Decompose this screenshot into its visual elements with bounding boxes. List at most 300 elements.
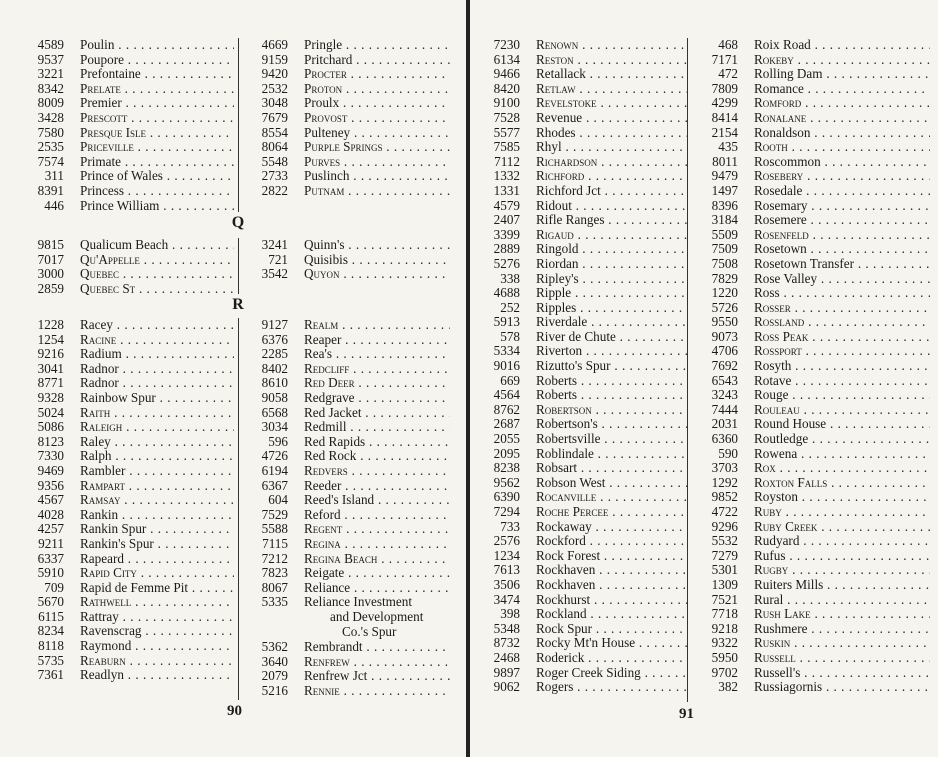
station-number: 5588 [261,521,288,537]
index-entry [698,534,930,549]
index-entry [22,581,234,596]
index-entry [478,330,688,345]
station-name-text: Putnam [304,183,345,198]
station-name-text: Rugby [754,563,789,578]
index-entry [240,479,450,494]
station-name [304,406,450,421]
station-name-text: Prescott [80,110,128,125]
station-number: 8064 [261,139,288,155]
index-entry [478,490,688,505]
station-name [304,238,450,253]
station-name [754,622,930,637]
index-entry [478,593,688,608]
index-entry [698,490,930,505]
station-name-text: Russiagornis [754,680,823,695]
station-number: 721 [268,251,288,267]
station-number: 9466 [493,66,520,82]
station-number: 6115 [38,608,64,624]
station-number: 5913 [493,314,520,330]
station-number: 9073 [711,328,738,344]
station-name-text: Purple Springs [304,140,383,155]
station-name [754,257,930,272]
station-number: 7212 [261,550,288,566]
index-entry [22,253,234,268]
station-name [536,490,688,505]
index-entry [698,403,930,418]
station-name-text: Rossport [754,344,802,359]
station-name-text: Rush Lake [754,607,811,622]
index-entry [240,38,450,53]
index-entry [478,257,688,272]
station-name [754,213,930,228]
station-name-text: Regina [304,536,341,551]
station-number: 9562 [493,474,520,490]
station-name-text: Rapid de Femme Pit [80,580,189,595]
index-entry [698,666,930,681]
station-name-text: Puslinch [304,169,350,184]
station-name-text: Pritchard [304,52,353,67]
index-entry [478,140,688,155]
station-name [754,359,930,374]
station-name-text: Prince of Wales [80,169,163,184]
station-name [80,140,234,155]
station-number: 4706 [711,343,738,359]
station-name-text: Rembrandt [304,640,363,654]
station-number: 604 [268,492,288,508]
station-name [754,272,930,287]
index-entry [698,374,930,389]
station-number: 9550 [711,314,738,330]
index-entry [698,622,930,637]
station-name-text: Rhyl [536,140,562,155]
station-name-text: Princess [80,183,124,198]
station-number: 8420 [493,80,520,96]
station-name-text: Raymond [80,639,132,654]
index-entry [698,388,930,403]
station-number: 1234 [493,547,520,563]
index-entry [698,242,930,257]
station-name [536,651,688,666]
station-name [80,552,234,567]
station-name [304,253,450,268]
station-number: 9469 [37,462,64,478]
index-entry [240,552,450,567]
station-number: 5577 [493,124,520,140]
station-number: 9322 [711,635,738,651]
station-number: 8391 [37,182,64,198]
index-entry [22,82,234,97]
index-entry [22,420,234,435]
index-entry [478,272,688,287]
station-number: 7509 [711,241,738,257]
station-number: 4257 [37,521,64,537]
index-entry [22,318,234,333]
index-entry [478,476,688,491]
index-entry [22,282,234,297]
index-entry [478,666,688,681]
station-number: 5735 [37,652,64,668]
index-entry [478,534,688,549]
section-letter-q: Q [231,214,245,231]
station-name-text: Reston [536,52,574,67]
station-name [754,403,930,418]
index-entry [240,126,450,141]
station-name [536,111,688,126]
index-entry [698,607,930,622]
station-number: 2889 [493,241,520,257]
station-name [80,449,234,464]
station-name [536,607,688,622]
station-number: 9852 [711,489,738,505]
station-number: 9815 [37,237,64,252]
station-name-text: Quisibis [304,252,348,267]
index-entry [22,464,234,479]
station-number: 1309 [711,576,738,592]
station-name-text: Priceville [80,140,134,155]
station-number: 7574 [37,153,64,169]
index-entry [698,53,930,68]
station-number: 3034 [261,419,288,435]
station-name-text: Reliance Investment [304,595,413,610]
station-name-text: Routledge [754,432,809,447]
station-number: 3048 [261,95,288,111]
station-name-text: Reaper [304,332,342,347]
index-entry [698,651,930,666]
index-entry [22,435,234,450]
index-entry [478,184,688,199]
index-entry [22,610,234,625]
station-name-text: Rosetown Transfer [754,256,855,271]
station-name [80,67,234,82]
station-number: 9159 [261,51,288,67]
station-number: 4688 [493,285,520,301]
station-number: 578 [500,328,520,344]
station-number: 5276 [493,255,520,271]
station-name [536,636,688,651]
index-entry [478,242,688,257]
station-name-text: Renfrew [304,654,350,669]
station-name-text: Ripley's [536,271,579,286]
station-name [80,318,234,333]
station-name-text: Redvers [304,463,348,478]
index-entry [22,508,234,523]
station-number: 1497 [711,182,738,198]
index-entry [22,96,234,111]
index-entry [22,53,234,68]
station-name-text: Proulx [304,96,340,111]
station-name-text: Rathwell [80,595,132,610]
station-name-text: Rampart [80,478,125,493]
station-name [754,126,930,141]
station-number: 590 [718,445,738,461]
station-name [536,432,688,447]
station-name [754,520,930,535]
index-entry [22,333,234,348]
station-name-text: Rock Forest [536,548,601,563]
station-name [304,267,450,282]
station-name [80,420,234,435]
station-name-text: Ringold [536,242,579,257]
station-name [754,344,930,359]
station-number: 2859 [37,280,64,296]
right-page [470,0,938,757]
index-entry [698,199,930,214]
station-name [536,476,688,491]
index-entry [22,199,234,214]
index-entry [22,668,234,683]
index-entry [22,639,234,654]
index-entry [478,169,688,184]
station-name-text: Reliance [304,580,351,595]
station-name-text: Rambler [80,463,126,478]
station-name-text: Quebec [80,267,120,282]
station-name-text: Raley [80,434,111,449]
station-name-text: Realm [304,318,339,332]
station-name-text: Proton [304,81,343,96]
index-entry [478,578,688,593]
index-entry [240,96,450,111]
station-name [304,155,450,170]
index-entry [478,111,688,126]
station-number: 9127 [261,317,288,332]
station-number: 1331 [493,182,520,198]
index-entry [478,228,688,243]
index-entry [240,449,450,464]
station-name [80,267,234,282]
station-name-text: Raleigh [80,420,123,435]
station-number: 2055 [493,431,520,447]
index-entry [698,505,930,520]
station-name [304,581,450,596]
station-name [304,435,450,450]
station-name [80,566,234,581]
station-name-text: Ruby [754,505,782,519]
station-name [754,490,930,505]
station-number: 5548 [261,153,288,169]
station-number: 435 [718,139,738,155]
station-name [754,53,930,68]
station-name [536,38,688,53]
station-name [80,184,234,199]
station-number: 7521 [711,591,738,607]
station-name-text: Rifle Ranges [536,213,605,228]
station-name [754,636,930,651]
station-name-text: Poupore [80,52,124,67]
station-name-text: Rattray [80,609,119,624]
index-entry [478,374,688,389]
station-name-text: Russell [754,650,796,665]
station-name [754,199,930,214]
station-name [80,464,234,479]
index-entry [698,82,930,97]
station-number: 709 [44,579,64,595]
station-name-text: Redcliff [304,361,350,376]
index-entry [478,67,688,82]
index-entry [22,376,234,391]
index-entry [240,155,450,170]
station-number: 3640 [261,653,288,669]
index-entry [240,238,450,253]
index-entry [240,669,450,684]
index-entry [240,391,450,406]
index-entry [698,111,930,126]
station-name-text: Ross Peak [754,329,809,344]
station-name-text: Qualicum Beach [80,238,169,252]
left-col1-p-list [22,38,234,213]
index-entry [478,549,688,564]
station-name-text: Radnor [80,376,119,391]
station-number: 7294 [493,504,520,519]
station-number: 4028 [37,506,64,522]
station-name-text: Premier [80,96,122,111]
station-name [754,228,930,243]
index-entry [478,520,688,535]
index-entry [240,253,450,268]
station-name-text: Rogers [536,680,574,695]
index-entry [240,493,450,508]
station-number: 9058 [261,389,288,405]
station-name [80,654,234,669]
station-number: 6543 [711,372,738,388]
station-number: 7692 [711,358,738,374]
station-name-text: Purves [304,154,341,169]
index-entry [478,38,688,53]
station-name [536,169,688,184]
index-entry [698,213,930,228]
station-name-text: Rocanville [536,490,597,505]
index-entry [698,578,930,593]
station-name-text: Red Rapids [304,434,366,449]
station-name-text: Ralph [80,449,112,464]
station-name-text: Ruiters Mills [754,577,824,592]
station-number: 8762 [493,401,520,417]
station-name [536,534,688,549]
station-name-text: Rock Spur [536,621,593,636]
index-entry [240,684,450,699]
station-name-text: Riordan [536,256,579,271]
station-number: 2154 [711,124,738,140]
station-number: 8067 [261,579,288,595]
station-name [304,362,450,377]
station-number: 6367 [261,477,288,493]
station-name-text: Quyon [304,267,340,282]
index-entry [698,680,930,695]
station-name-text: Reigate [304,566,345,581]
station-name-text: Ravenscrag [80,624,142,639]
station-number: 338 [500,270,520,286]
station-name-text: Ripple [536,286,572,301]
index-entry [240,140,450,155]
index-entry [698,315,930,330]
station-name [536,213,688,228]
station-number: 311 [44,168,64,184]
station-name [536,549,688,564]
station-name [304,391,450,406]
station-name [536,520,688,535]
index-entry [240,595,450,610]
station-number: 468 [718,37,738,52]
index-entry [240,362,450,377]
station-name-text: Reford [304,507,341,522]
station-number: 7361 [37,667,64,683]
index-entry [22,111,234,126]
station-name [536,593,688,608]
station-name [80,376,234,391]
station-number: 446 [44,197,64,213]
station-name [536,344,688,359]
station-name [754,184,930,199]
station-number: 9216 [37,346,64,362]
index-entry [698,432,930,447]
index-entry [698,228,930,243]
station-number: 4669 [261,37,288,52]
station-name [754,417,930,432]
index-entry [478,651,688,666]
station-name [80,508,234,523]
station-name-text: Rocky Mt'n House [536,636,636,651]
station-name [80,624,234,639]
index-entry [240,267,450,282]
station-number: 5670 [37,594,64,610]
station-number: 596 [268,433,288,449]
left-page [0,0,466,757]
station-name-text: Rosenfeld [754,227,809,242]
station-name [304,522,450,537]
station-number: 7679 [261,109,288,125]
right-col1-list [478,38,688,695]
station-name [304,493,450,508]
station-name-text: Russell's [754,665,801,680]
station-number: 7171 [711,51,738,67]
station-name [304,449,450,464]
index-entry [240,406,450,421]
station-number: 1292 [711,474,738,490]
station-name-text: Rennie [304,683,340,698]
index-entry [22,169,234,184]
station-number: 9062 [493,679,520,695]
station-name-text: Ruby Creek [754,519,818,534]
station-name-text: Rhodes [536,125,576,140]
station-name [536,666,688,681]
index-entry [240,420,450,435]
station-name-text: Riverdale [536,315,588,330]
station-name [304,140,450,155]
index-entry [698,447,930,462]
station-name-text: Rockhaven [536,563,596,578]
station-name [754,563,930,578]
station-name-text: Red Deer [304,376,355,391]
station-name-text: Redgrave [304,390,355,405]
station-name-text: Rockford [536,534,586,549]
station-name-text: Richardson [536,154,598,169]
station-number: 9296 [711,518,738,534]
index-entry [240,318,450,333]
index-entry [698,330,930,345]
index-entry [478,155,688,170]
station-name [80,537,234,552]
index-entry [478,199,688,214]
left-col2-q-list [240,238,450,282]
station-number: 5726 [711,299,738,315]
station-name [80,199,234,214]
station-number: 2576 [493,533,520,549]
station-number: 7718 [711,606,738,622]
station-number: 2031 [711,416,738,432]
station-name [304,566,450,581]
station-name [80,479,234,494]
station-number: 3703 [711,460,738,476]
station-name [754,111,930,126]
